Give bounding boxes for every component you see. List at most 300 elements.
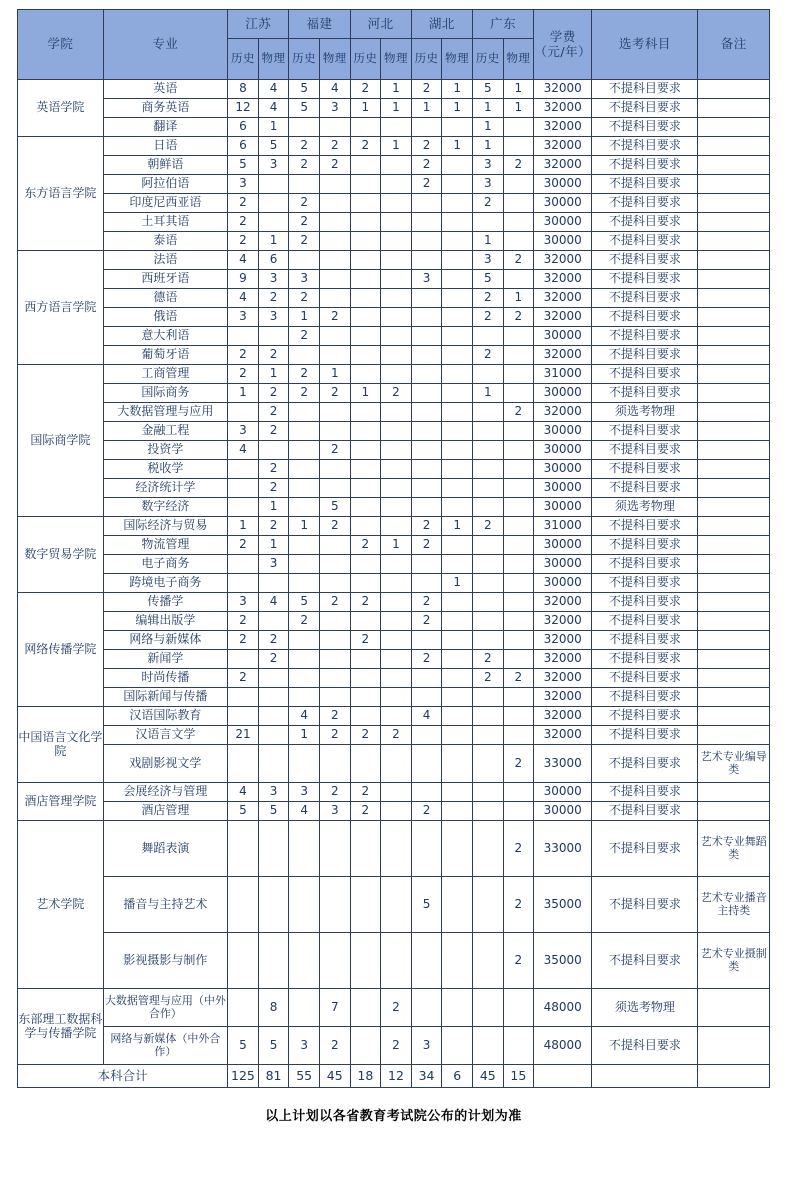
quota-cell [319,213,350,232]
tuition-cell: 32000 [534,289,592,308]
quota-cell [411,821,442,877]
exam-subject-cell: 不提科目要求 [592,555,698,574]
quota-cell [319,118,350,137]
quota-cell [442,270,473,289]
tuition-cell: 30000 [534,213,592,232]
exam-subject-cell: 须选考物理 [592,989,698,1027]
tuition-cell: 32000 [534,308,592,327]
quota-cell [442,422,473,441]
quota-cell [442,384,473,403]
quota-cell [442,365,473,384]
quota-cell: 4 [258,80,289,99]
quota-cell [228,933,259,989]
quota-cell [442,251,473,270]
exam-subject-cell: 不提科目要求 [592,137,698,156]
quota-cell [442,555,473,574]
quota-cell: 3 [258,783,289,802]
quota-cell: 2 [411,536,442,555]
quota-cell: 3 [472,251,503,270]
quota-cell: 2 [289,289,320,308]
header-guangdong-physics: 物理 [503,39,534,80]
remark-cell [698,213,770,232]
quota-cell: 2 [228,213,259,232]
quota-cell [258,327,289,346]
exam-subject-cell: 不提科目要求 [592,593,698,612]
quota-cell [289,460,320,479]
remark-cell [698,156,770,175]
quota-cell [289,574,320,593]
quota-cell [503,688,534,707]
quota-cell [503,783,534,802]
tuition-cell: 30000 [534,194,592,213]
remark-cell [698,650,770,669]
quota-cell [472,821,503,877]
quota-cell [381,194,412,213]
exam-subject-cell: 不提科目要求 [592,517,698,536]
major-cell: 金融工程 [103,422,227,441]
quota-cell: 2 [258,650,289,669]
quota-cell [381,593,412,612]
quota-cell: 3 [472,156,503,175]
exam-subject-cell: 不提科目要求 [592,821,698,877]
quota-cell: 2 [503,308,534,327]
exam-subject-cell: 不提科目要求 [592,384,698,403]
major-cell: 土耳其语 [103,213,227,232]
quota-cell [258,821,289,877]
quota-cell [503,536,534,555]
quota-cell [381,877,412,933]
quota-cell: 4 [319,80,350,99]
quota-cell [258,441,289,460]
tuition-cell: 30000 [534,460,592,479]
quota-cell [442,232,473,251]
quota-cell [472,802,503,821]
quota-cell: 2 [289,232,320,251]
exam-subject-cell: 不提科目要求 [592,745,698,783]
tuition-cell: 48000 [534,1027,592,1065]
quota-cell: 2 [228,232,259,251]
quota-cell [503,498,534,517]
quota-cell [442,631,473,650]
header-tuition-line1: 学费 [549,29,576,45]
major-cell: 数字经济 [103,498,227,517]
table-row [18,118,770,137]
quota-cell [442,745,473,783]
quota-cell: 1 [289,726,320,745]
quota-cell: 3 [258,308,289,327]
exam-subject-cell: 不提科目要求 [592,574,698,593]
quota-cell [381,783,412,802]
quota-cell [319,251,350,270]
quota-cell: 21 [228,726,259,745]
table-row [18,650,770,669]
quota-cell: 2 [472,308,503,327]
quota-cell [411,745,442,783]
quota-cell: 3 [228,422,259,441]
quota-cell [381,251,412,270]
quota-cell: 2 [228,669,259,688]
tuition-cell: 32000 [534,270,592,289]
quota-cell [411,327,442,346]
tuition-cell: 32000 [534,156,592,175]
quota-cell: 2 [411,80,442,99]
exam-subject-cell: 不提科目要求 [592,460,698,479]
quota-cell [258,669,289,688]
major-cell: 葡萄牙语 [103,346,227,365]
table-row [18,536,770,555]
tuition-cell: 33000 [534,821,592,877]
quota-cell [258,707,289,726]
exam-subject-cell: 不提科目要求 [592,175,698,194]
quota-cell: 3 [411,270,442,289]
total-quota-cell: 45 [472,1065,503,1088]
quota-cell: 3 [289,1027,320,1065]
quota-cell [411,555,442,574]
remark-cell [698,194,770,213]
remark-cell [698,384,770,403]
quota-cell [472,403,503,422]
remark-cell [698,726,770,745]
remark-cell [698,612,770,631]
quota-cell [442,783,473,802]
remark-cell [698,783,770,802]
quota-cell: 5 [258,137,289,156]
quota-cell [289,479,320,498]
remark-cell [698,669,770,688]
remark-cell [698,555,770,574]
total-label-cell: 本科合计 [18,1065,228,1088]
quota-cell [442,802,473,821]
remark-cell [698,802,770,821]
header-tuition-fee [534,10,592,80]
exam-subject-cell: 不提科目要求 [592,877,698,933]
quota-cell [442,441,473,460]
major-cell: 意大利语 [103,327,227,346]
quota-cell [442,175,473,194]
exam-subject-cell: 不提科目要求 [592,612,698,631]
quota-cell [442,821,473,877]
quota-cell [472,213,503,232]
quota-cell [411,422,442,441]
quota-cell [319,669,350,688]
quota-cell: 9 [228,270,259,289]
quota-cell: 1 [503,289,534,308]
tuition-cell: 30000 [534,783,592,802]
total-quota-cell: 45 [319,1065,350,1088]
major-cell: 编辑出版学 [103,612,227,631]
quota-cell [350,498,381,517]
exam-subject-cell: 不提科目要求 [592,783,698,802]
quota-cell: 1 [442,137,473,156]
table-row [18,821,770,877]
remark-cell [698,80,770,99]
quota-cell: 2 [350,593,381,612]
table-row [18,194,770,213]
table-row [18,327,770,346]
quota-cell [503,118,534,137]
tuition-cell: 30000 [534,422,592,441]
quota-cell: 1 [319,365,350,384]
quota-cell [381,289,412,308]
quota-cell [258,574,289,593]
table-row [18,517,770,536]
quota-cell [289,118,320,137]
major-cell: 物流管理 [103,536,227,555]
tuition-cell: 33000 [534,745,592,783]
quota-cell [503,441,534,460]
quota-cell: 6 [258,251,289,270]
table-header [18,10,770,80]
exam-subject-cell: 不提科目要求 [592,346,698,365]
quota-cell [289,555,320,574]
quota-cell [381,422,412,441]
quota-cell [381,346,412,365]
exam-subject-cell: 不提科目要求 [592,327,698,346]
major-cell: 朝鲜语 [103,156,227,175]
tuition-cell: 30000 [534,802,592,821]
quota-cell [350,251,381,270]
quota-cell [258,194,289,213]
tuition-cell: 30000 [534,536,592,555]
tuition-cell: 32000 [534,650,592,669]
total-quota-cell: 34 [411,1065,442,1088]
table-row [18,574,770,593]
quota-cell [381,308,412,327]
table-row [18,289,770,308]
quota-cell [472,365,503,384]
total-quota-cell: 125 [228,1065,259,1088]
quota-cell [411,441,442,460]
quota-cell: 5 [228,802,259,821]
quota-cell [472,460,503,479]
quota-cell: 3 [319,802,350,821]
quota-cell: 2 [228,631,259,650]
quota-cell: 2 [411,137,442,156]
quota-cell: 4 [228,441,259,460]
college-cell: 东方语言学院 [18,137,104,251]
quota-cell: 1 [258,232,289,251]
quota-cell [503,346,534,365]
quota-cell: 2 [289,327,320,346]
remark-cell [698,365,770,384]
quota-cell [472,726,503,745]
quota-cell [503,726,534,745]
remark-cell [698,270,770,289]
table-row [18,593,770,612]
quota-cell [503,707,534,726]
table-row [18,422,770,441]
quota-cell [319,232,350,251]
remark-cell [698,251,770,270]
quota-cell [258,213,289,232]
tuition-cell: 32000 [534,688,592,707]
quota-cell: 8 [258,989,289,1027]
exam-subject-cell: 不提科目要求 [592,650,698,669]
exam-subject-cell: 不提科目要求 [592,99,698,118]
remark-cell [698,422,770,441]
quota-cell [503,989,534,1027]
tuition-cell: 32000 [534,118,592,137]
quota-cell [319,460,350,479]
quota-cell: 1 [472,118,503,137]
remark-cell [698,118,770,137]
exam-subject-cell: 不提科目要求 [592,726,698,745]
table-row [18,346,770,365]
total-subject-cell [592,1065,698,1088]
table-row [18,933,770,989]
quota-cell [350,933,381,989]
quota-cell [319,479,350,498]
quota-cell: 2 [503,933,534,989]
quota-cell: 2 [472,517,503,536]
quota-cell [258,612,289,631]
quota-cell: 4 [228,251,259,270]
quota-cell [411,118,442,137]
quota-cell [381,612,412,631]
exam-subject-cell: 不提科目要求 [592,441,698,460]
quota-cell: 2 [503,251,534,270]
quota-cell [381,118,412,137]
quota-cell [411,365,442,384]
quota-cell: 1 [503,80,534,99]
quota-cell: 2 [319,1027,350,1065]
exam-subject-cell: 不提科目要求 [592,213,698,232]
quota-cell [350,232,381,251]
quota-cell: 2 [319,441,350,460]
quota-cell: 2 [381,989,412,1027]
quota-cell: 2 [503,669,534,688]
exam-subject-cell: 不提科目要求 [592,365,698,384]
header-province-hebei: 河北 [350,10,411,39]
table-row [18,232,770,251]
remark-cell [698,517,770,536]
table-row [18,137,770,156]
quota-cell [381,232,412,251]
major-cell: 英语 [103,80,227,99]
quota-cell [350,821,381,877]
table-row [18,631,770,650]
quota-cell [503,175,534,194]
quota-cell [350,688,381,707]
exam-subject-cell: 不提科目要求 [592,536,698,555]
major-cell: 西班牙语 [103,270,227,289]
quota-cell: 3 [228,175,259,194]
quota-cell: 6 [228,137,259,156]
college-cell: 网络传播学院 [18,593,104,707]
quota-cell [503,232,534,251]
table-body [18,80,770,1088]
exam-subject-cell: 不提科目要求 [592,479,698,498]
quota-cell: 2 [350,802,381,821]
table-row [18,707,770,726]
quota-cell: 2 [289,156,320,175]
quota-cell: 2 [350,80,381,99]
quota-cell: 1 [258,118,289,137]
quota-cell: 5 [472,80,503,99]
quota-cell [503,270,534,289]
quota-cell [442,989,473,1027]
header-jiangsu-history: 历史 [228,39,259,80]
quota-cell [503,137,534,156]
quota-cell: 2 [228,346,259,365]
major-cell: 网络与新媒体（中外合作） [103,1027,227,1065]
quota-cell [319,612,350,631]
major-cell: 戏剧影视文学 [103,745,227,783]
quota-cell: 2 [411,612,442,631]
quota-cell [228,555,259,574]
quota-cell [442,933,473,989]
exam-subject-cell: 须选考物理 [592,498,698,517]
quota-cell: 5 [258,1027,289,1065]
quota-cell [503,631,534,650]
remark-cell [698,498,770,517]
quota-cell: 1 [228,517,259,536]
quota-cell: 2 [319,156,350,175]
major-cell: 国际商务 [103,384,227,403]
college-cell: 西方语言学院 [18,251,104,365]
quota-cell: 2 [319,593,350,612]
remark-cell [698,137,770,156]
quota-cell: 2 [350,536,381,555]
quota-cell: 2 [472,346,503,365]
quota-cell: 1 [289,517,320,536]
quota-cell [228,574,259,593]
quota-cell [442,593,473,612]
quota-cell: 2 [381,726,412,745]
college-cell: 国际商学院 [18,365,104,517]
total-quota-cell: 12 [381,1065,412,1088]
tuition-cell: 32000 [534,593,592,612]
remark-cell [698,99,770,118]
quota-cell: 2 [319,384,350,403]
quota-cell [411,289,442,308]
quota-cell [411,688,442,707]
quota-cell: 4 [258,99,289,118]
major-cell: 日语 [103,137,227,156]
tuition-cell: 32000 [534,99,592,118]
tuition-cell: 35000 [534,933,592,989]
quota-cell: 2 [319,707,350,726]
quota-cell [319,346,350,365]
quota-cell [381,745,412,783]
table-row [18,555,770,574]
exam-subject-cell: 不提科目要求 [592,251,698,270]
quota-cell: 2 [258,460,289,479]
table-row [18,479,770,498]
quota-cell [258,933,289,989]
quota-cell: 3 [258,270,289,289]
quota-cell: 2 [319,137,350,156]
quota-cell [381,479,412,498]
quota-cell: 2 [228,612,259,631]
remark-cell [698,289,770,308]
quota-cell: 4 [289,707,320,726]
quota-cell [350,517,381,536]
major-cell: 会展经济与管理 [103,783,227,802]
quota-cell [289,745,320,783]
exam-subject-cell: 不提科目要求 [592,289,698,308]
quota-cell [350,460,381,479]
total-quota-cell: 81 [258,1065,289,1088]
quota-cell: 2 [258,517,289,536]
remark-cell: 艺术专业舞蹈类 [698,821,770,877]
quota-cell [442,213,473,232]
quota-cell: 4 [258,593,289,612]
remark-cell [698,327,770,346]
quota-cell [350,479,381,498]
major-cell: 播音与主持艺术 [103,877,227,933]
quota-cell [442,669,473,688]
